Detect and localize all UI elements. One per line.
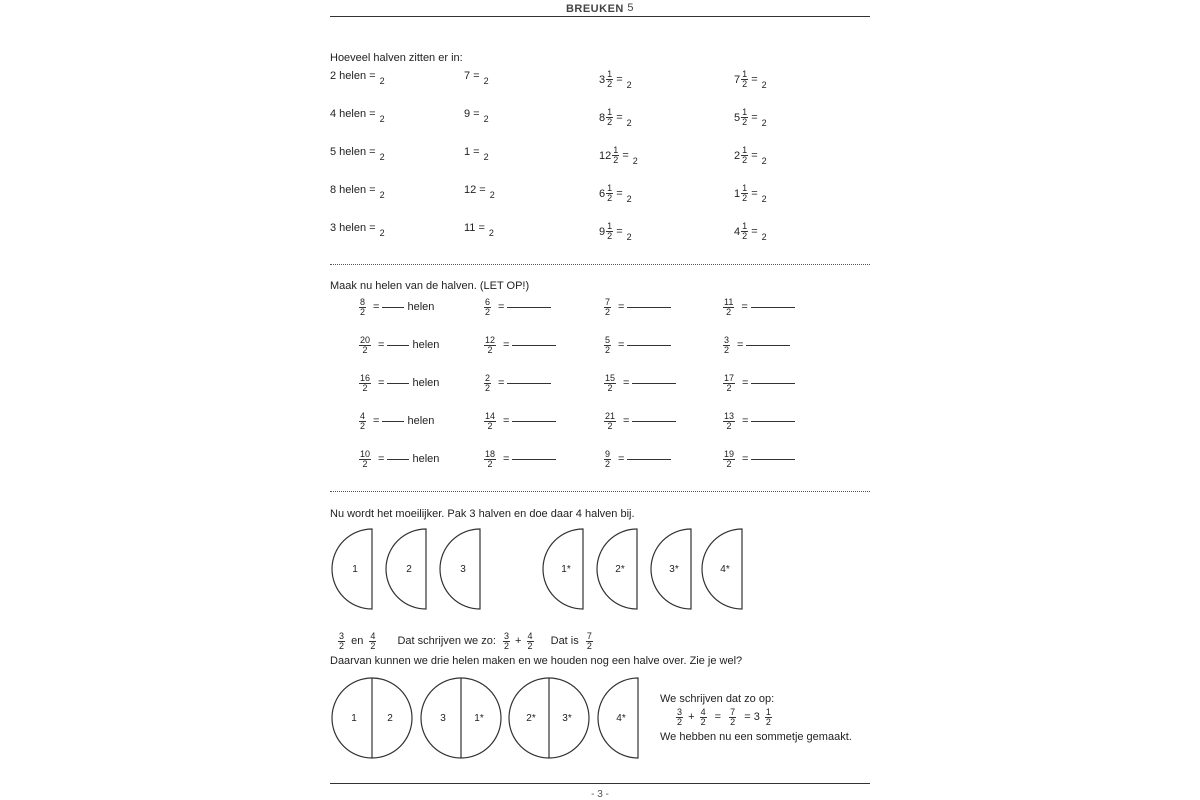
note-line3: We hebben nu een sommetje gemaakt. (660, 731, 852, 743)
page-number: - 3 - (591, 789, 609, 800)
equals-sign: = (378, 339, 385, 352)
answer-denominator: 2 (626, 79, 632, 90)
header-number: 5 (627, 2, 635, 14)
wholes-item (723, 412, 795, 431)
halves-item (599, 146, 638, 165)
section1-instruction: Hoeveel halven zitten er in: (330, 52, 463, 64)
fraction: $\frac{11}{2}$ (724, 297, 734, 317)
answer-blank (507, 383, 551, 384)
en-text: en (351, 635, 364, 648)
fraction: $\frac{1}{2}$ (742, 107, 748, 127)
halves-item (330, 70, 385, 86)
wholes-item (359, 412, 434, 431)
halves-item (599, 108, 632, 127)
equals-sign: = (623, 377, 630, 390)
equals-sign: = (373, 301, 380, 314)
equals-sign: = (616, 111, 623, 124)
half-label: 1 (352, 564, 358, 575)
wholes-item (359, 450, 439, 469)
fraction: $\frac{4}{2}$ (370, 631, 376, 651)
equals-sign: = (616, 73, 623, 86)
answer-blank (751, 459, 795, 460)
equals-sign: = (498, 301, 505, 314)
equals-sign: = (503, 339, 510, 352)
halves-item (330, 146, 385, 162)
half-label: 1* (561, 564, 571, 575)
equals-sign: = (737, 339, 744, 352)
fraction: $\frac{4}{2}$ (700, 707, 706, 727)
fraction: $\frac{10}{2}$ (360, 449, 371, 469)
halves-item (734, 70, 767, 89)
dat-is-text: Dat is (550, 635, 579, 648)
fraction: $\frac{13}{2}$ (724, 411, 735, 431)
wholes-item (484, 374, 551, 393)
wholes-item (359, 298, 434, 317)
whole-label: 3 helen = (330, 222, 376, 234)
equals-three: = 3 (744, 711, 760, 724)
fraction: $\frac{5}{2}$ (605, 335, 611, 355)
answer-denominator: 2 (488, 228, 494, 238)
answer-denominator: 2 (483, 114, 489, 124)
wholes-item (723, 336, 790, 355)
wholes-item (604, 336, 671, 355)
answer-blank (387, 383, 409, 384)
fraction: $\frac{1}{2}$ (742, 145, 748, 165)
fraction: $\frac{16}{2}$ (360, 373, 371, 393)
answer-blank (746, 345, 790, 346)
answer-blank (512, 421, 556, 422)
equals-sign: = (616, 187, 623, 200)
halves-item (734, 108, 767, 127)
helen-label: helen (412, 453, 440, 466)
answer-blank (632, 383, 676, 384)
half-label: 2 (406, 564, 412, 575)
wholes-item (484, 298, 551, 317)
page-header (330, 0, 870, 17)
fraction: $\frac{20}{2}$ (360, 335, 371, 355)
halves-item (599, 70, 632, 89)
fraction: $\frac{1}{2}$ (607, 183, 613, 203)
answer-denominator: 2 (626, 231, 632, 242)
worksheet-page (330, 0, 870, 800)
circle-label: 1* (474, 713, 484, 724)
equals-sign: = (618, 301, 625, 314)
halves-item (330, 184, 385, 200)
answer-denominator: 2 (761, 231, 767, 242)
answer-blank (751, 383, 795, 384)
fraction: $\frac{19}{2}$ (724, 449, 735, 469)
fraction: $\frac{3}{2}$ (503, 631, 509, 651)
fraction: $\frac{17}{2}$ (724, 373, 735, 393)
halves-item (330, 108, 385, 124)
equals-sign: = (751, 187, 758, 200)
answer-denominator: 2 (626, 117, 632, 128)
halves-item (464, 70, 489, 86)
equals-sign: = (751, 111, 758, 124)
circle-label: 3 (440, 713, 446, 724)
halves-item (330, 222, 385, 238)
answer-blank (387, 459, 409, 460)
equals-sign: = (751, 225, 758, 238)
answer-denominator: 2 (379, 228, 385, 238)
whole-label: 1 = (464, 146, 480, 158)
half-label: 2* (615, 564, 625, 575)
wholes-item (484, 336, 556, 355)
answer-blank (627, 345, 671, 346)
circle-label: 2* (526, 713, 536, 724)
fraction: $\frac{12}{2}$ (485, 335, 496, 355)
fraction: $\frac{1}{2}$ (742, 69, 748, 89)
helen-label: helen (412, 339, 440, 352)
circle-label: 2 (387, 713, 393, 724)
whole-label: 8 helen = (330, 184, 376, 196)
answer-denominator: 2 (483, 152, 489, 162)
answer-denominator: 2 (761, 79, 767, 90)
circle-label: 1 (351, 713, 357, 724)
schrijven-text: Dat schrijven we zo: (397, 635, 496, 648)
wholes-item (484, 412, 556, 431)
whole-label: 7 = (464, 70, 480, 82)
answer-blank (382, 421, 404, 422)
section2-instruction: Maak nu helen van de halven. (LET OP!) (330, 280, 530, 292)
whole-label: 5 helen = (330, 146, 376, 158)
sum-explanation (338, 632, 593, 651)
fraction: $\frac{3}{2}$ (677, 707, 683, 727)
wholes-item (604, 450, 671, 469)
wholes-item (604, 298, 671, 317)
equals-sign: = (623, 415, 630, 428)
wholes-item (723, 298, 795, 317)
fraction: $\frac{1}{2}$ (742, 221, 748, 241)
sum-conclusion: Daarvan kunnen we drie helen maken en we houden nog een halve over. Zie je wel? (330, 655, 743, 667)
answer-blank (632, 421, 676, 422)
fraction: $\frac{3}{2}$ (339, 631, 345, 651)
answer-blank (507, 307, 551, 308)
answer-blank (751, 421, 795, 422)
answer-blank (387, 345, 409, 346)
circles-illustration (330, 676, 650, 760)
plus-sign: + (688, 711, 695, 724)
mixed-number: 8 $\frac{1}{2}$ (599, 107, 613, 127)
answer-blank (512, 459, 556, 460)
wholes-item (723, 450, 795, 469)
halves-item (734, 184, 767, 203)
fraction: $\frac{14}{2}$ (485, 411, 496, 431)
half-label: 3 (460, 564, 466, 575)
equals-sign: = (503, 415, 510, 428)
answer-denominator: 2 (761, 117, 767, 128)
mixed-number: 1 $\frac{1}{2}$ (734, 183, 748, 203)
divider-2 (330, 491, 870, 492)
mixed-number: 4 $\frac{1}{2}$ (734, 221, 748, 241)
fraction: $\frac{1}{2}$ (607, 107, 613, 127)
half-label: 4* (616, 713, 626, 724)
fraction: $\frac{4}{2}$ (527, 631, 533, 651)
note-equation (676, 708, 772, 727)
mixed-number: 7 $\frac{1}{2}$ (734, 69, 748, 89)
half-label: 3* (669, 564, 679, 575)
mixed-number: 12 $\frac{1}{2}$ (599, 145, 619, 165)
answer-denominator: 2 (632, 155, 638, 166)
fraction: $\frac{1}{2}$ (742, 183, 748, 203)
whole-label: 4 helen = (330, 108, 376, 120)
fraction: $\frac{7}{2}$ (730, 707, 736, 727)
fraction: $\frac{18}{2}$ (485, 449, 496, 469)
half-label: 4* (720, 564, 730, 575)
fraction: $\frac{1}{2}$ (613, 145, 619, 165)
mixed-number: 6 $\frac{1}{2}$ (599, 183, 613, 203)
equals-sign: = (751, 149, 758, 162)
equals-sign: = (741, 301, 748, 314)
wholes-item (359, 336, 439, 355)
answer-denominator: 2 (379, 152, 385, 162)
plus-sign: + (515, 635, 522, 648)
answer-blank (512, 345, 556, 346)
answer-denominator: 2 (626, 193, 632, 204)
mixed-number: 5 $\frac{1}{2}$ (734, 107, 748, 127)
answer-denominator: 2 (761, 193, 767, 204)
helen-label: helen (407, 301, 435, 314)
fraction: $\frac{21}{2}$ (605, 411, 616, 431)
whole-label: 9 = (464, 108, 480, 120)
fraction: $\frac{1}{2}$ (765, 707, 771, 727)
answer-denominator: 2 (379, 190, 385, 200)
fraction: $\frac{8}{2}$ (360, 297, 366, 317)
wholes-item (604, 412, 676, 431)
fraction: $\frac{4}{2}$ (360, 411, 366, 431)
halves-item (464, 146, 489, 162)
equals-sign: = (618, 453, 625, 466)
mixed-number: 9 $\frac{1}{2}$ (599, 221, 613, 241)
fraction: $\frac{15}{2}$ (605, 373, 616, 393)
wholes-item (723, 374, 795, 393)
equals-sign: = (714, 711, 722, 724)
halves-item (599, 184, 632, 203)
answer-blank (627, 307, 671, 308)
section3-instruction: Nu wordt het moeilijker. Pak 3 halven en doe daar 4 halven bij. (330, 508, 635, 520)
helen-label: helen (412, 377, 440, 390)
whole-label: 2 helen = (330, 70, 376, 82)
equals-sign: = (498, 377, 505, 390)
fraction: $\frac{7}{2}$ (586, 631, 592, 651)
mixed-number: 3 $\frac{1}{2}$ (599, 69, 613, 89)
answer-blank (382, 307, 404, 308)
equals-sign: = (742, 415, 749, 428)
equals-sign: = (616, 225, 623, 238)
halves-item (599, 222, 632, 241)
halves-item (734, 146, 767, 165)
fraction: $\frac{9}{2}$ (605, 449, 611, 469)
whole-label: 11 = (464, 222, 485, 234)
header-title: BREUKEN (565, 3, 624, 15)
answer-denominator: 2 (379, 114, 385, 124)
answer-blank (627, 459, 671, 460)
halves-item (464, 184, 495, 200)
equals-sign: = (742, 377, 749, 390)
fraction: $\frac{6}{2}$ (485, 297, 491, 317)
footer-rule (330, 783, 870, 784)
equals-sign: = (373, 415, 380, 428)
halves-illustration (330, 526, 870, 616)
equals-sign: = (378, 377, 385, 390)
divider-1 (330, 264, 870, 265)
equals-sign: = (503, 453, 510, 466)
whole-label: 12 = (464, 184, 486, 196)
halves-item (464, 108, 489, 124)
fraction: $\frac{7}{2}$ (605, 297, 611, 317)
fraction: $\frac{3}{2}$ (724, 335, 730, 355)
answer-denominator: 2 (761, 155, 767, 166)
fraction: $\frac{1}{2}$ (607, 221, 613, 241)
wholes-item (359, 374, 439, 393)
halves-item (464, 222, 494, 238)
helen-label: helen (407, 415, 435, 428)
note-line1: We schrijven dat zo op: (660, 693, 775, 705)
wholes-item (604, 374, 676, 393)
answer-denominator: 2 (489, 190, 495, 200)
equals-sign: = (618, 339, 625, 352)
answer-denominator: 2 (483, 76, 489, 86)
circle-label: 3* (562, 713, 572, 724)
mixed-number: 2 $\frac{1}{2}$ (734, 145, 748, 165)
wholes-item (484, 450, 556, 469)
equals-sign: = (751, 73, 758, 86)
answer-blank (751, 307, 795, 308)
fraction: $\frac{1}{2}$ (607, 69, 613, 89)
answer-denominator: 2 (379, 76, 385, 86)
halves-item (734, 222, 767, 241)
fraction: $\frac{2}{2}$ (485, 373, 491, 393)
equals-sign: = (622, 149, 629, 162)
equals-sign: = (378, 453, 385, 466)
equals-sign: = (742, 453, 749, 466)
